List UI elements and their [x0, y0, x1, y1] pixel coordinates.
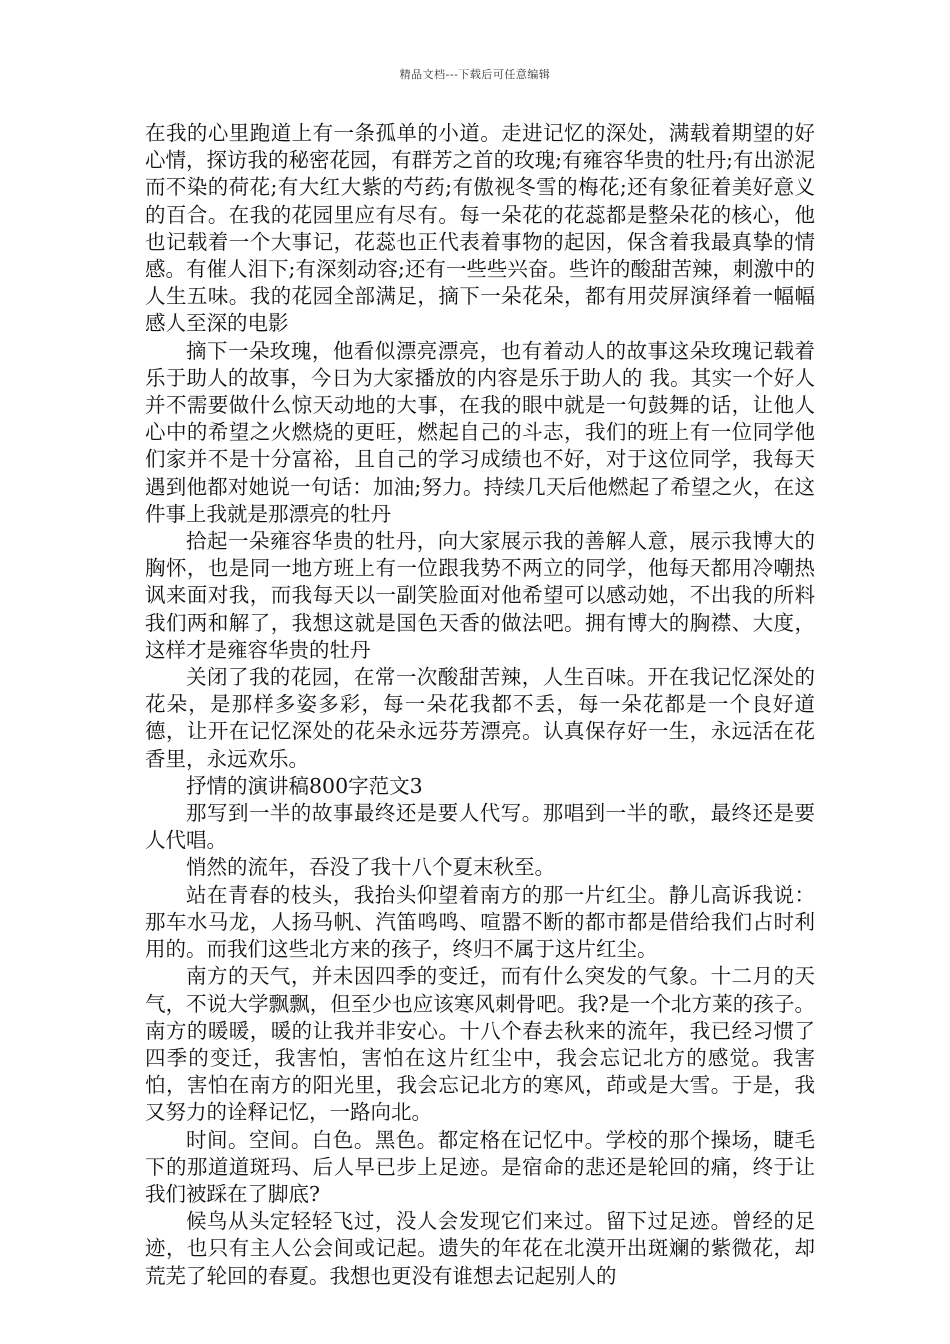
paragraph: 摘下一朵玫瑰，他看似漂亮漂亮，也有着动人的故事这朵玫瑰记载着乐于助人的故事，今日为大家播放的内容是乐于助人的 我。其实一个好人并不需要做什么惊天动地的大事，在我的眼中就是一句鼓舞的话，让他人心中的希望之火燃烧的更旺，燃起自己的斗志，我们的班上有一位同学他们家并不是十分富裕，且自己的学习成绩也不好，对于这位同学，我每天遇到他都对她说一句话：加油;努力。持续几天后他燃起了希望之火，在这件事上我就是那漂亮的牡丹: [145, 338, 815, 526]
section-heading: 抒情的演讲稿800字范文3: [186, 773, 423, 798]
paragraph: 悄然的流年，吞没了我十八个夏末秋至。: [186, 855, 555, 880]
document-body: [145, 120, 815, 1290]
paragraph: 南方的天气，并未因四季的变迁，而有什么突发的气象。十二月的天气，不说大学飘飘，但至少也应该寒风刺骨吧。我?是一个北方莱的孩子。南方的暖暖，暖的让我并非安心。十八个春去秋来的流年，我已经习惯了四季的变迁，我害怕，害怕在这片红尘中，我会忘记北方的感觉。我害怕，害怕在南方的阳光里，我会忘记北方的寒风，茚或是大雪。于是，我又努力的诠释记忆，一路向北。: [145, 964, 815, 1125]
paragraph: 在我的心里跑道上有一条孤单的小道。走进记忆的深处，满载着期望的好心情，探访我的秘密花园，有群芳之首的玫瑰;有雍容华贵的牡丹;有出淤泥而不染的荷花;有大红大紫的芍药;有傲视冬雪的梅花;还有象征着美好意义的百合。在我的花园里应有尽有。每一朵花的花蕊都是整朵花的核心，他也记载着一个大事记，花蕊也正代表着事物的起因，保含着我最真挚的情感。有催人泪下;有深刻动容;还有一些些兴奋。些许的酸甜苦辣，刺激中的人生五味。我的花园全部满足，摘下一朵花朵，都有用荧屏演绎着一幅幅感人至深的电影: [145, 121, 815, 336]
paragraph: 关闭了我的花园，在常一次酸甜苦辣，人生百味。开在我记忆深处的花朵，是那样多姿多彩，每一朵花我都不丢，每一朵花都是一个良好道德，让开在记忆深处的花朵永远芬芳漂亮。认真保存好一生，永远活在花香里，永远欢乐。: [145, 665, 815, 771]
page-header: 精品文档---下载后可任意编辑: [399, 68, 551, 81]
paragraph: 那写到一半的故事最终还是要人代写。那唱到一半的歌，最终还是要人代唱。: [145, 801, 815, 853]
paragraph: 站在青春的枝头，我抬头仰望着南方的那一片红尘。静儿高诉我说：那车水马龙，人扬马帆、汽笛鸣鸣、喧嚣不断的都市都是借给我们占时利用的。而我们这些北方来的孩子，终归不属于这片红尘。: [145, 882, 815, 962]
paragraph: 候鸟从头定轻轻飞过，没人会发现它们来过。留下过足迹。曾经的足迹，也只有主人公会间或记起。遗失的年花在北漠开出斑斓的紫微花，却荒芜了轮回的春夏。我想也更没有谁想去记起别人的: [145, 1209, 815, 1288]
paragraph: 时间。空间。白色。黑色。都定格在记忆中。学校的那个操场，睫毛下的那道道斑玛、后人早已步上足迹。是宿命的悲还是轮回的痛，终于让我们被踩在了脚底?: [145, 1127, 815, 1206]
paragraph: 拾起一朵雍容华贵的牡丹，向大家展示我的善解人意，展示我博大的胸怀，也是同一地方班上有一位跟我势不两立的同学，他每天都用冷嘲热讽来面对我，而我每天以一副笑脸面对他希望可以感动她，不出我的所料我们两和解了，我想这就是国色天香的做法吧。拥有博大的胸襟、大度，这样才是雍容华贵的牡丹: [145, 529, 815, 662]
